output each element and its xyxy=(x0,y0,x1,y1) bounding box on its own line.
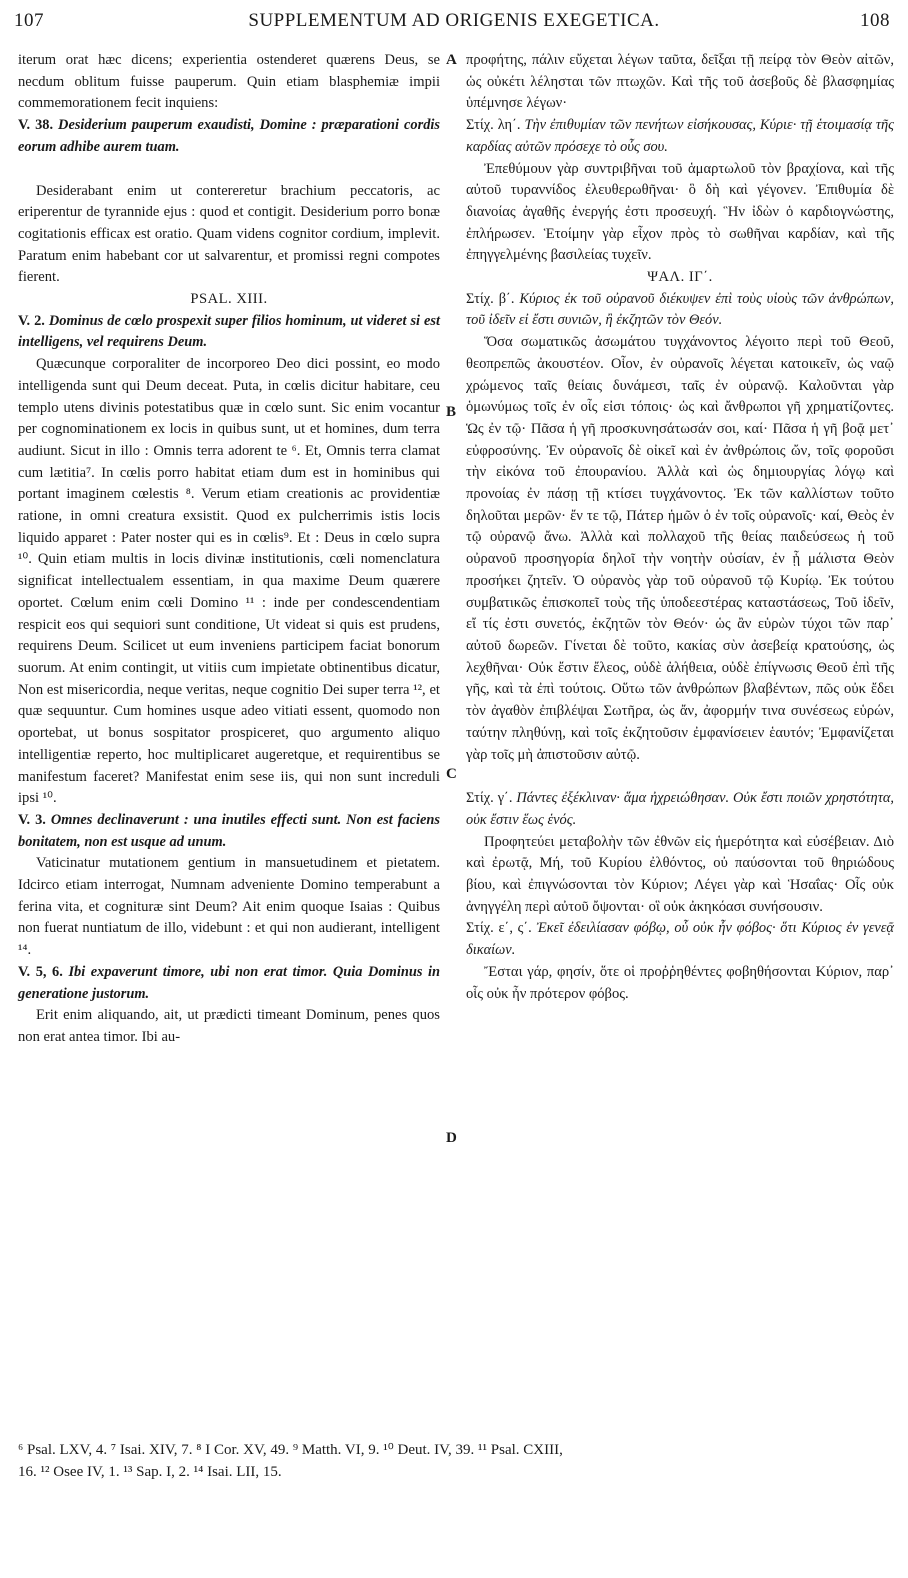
greek-paragraph: Ἐπεθύμουν γὰρ συντριβῆναι τοῦ ἁμαρτωλοῦ τὸν βραχίονα, καὶ τῆς αὐτοῦ τυραννίδος ἐλευθερωθῆναι· ὃ δὴ καὶ γέγονεν. Ἐπιθυμία δὲ διανοίας ἀγαθῆς ἐνεργής ἐστι προσευχή. Ἣν ἰδὼν ὁ καρδιογνώστης, ἐπλήρωσεν. Ἑτοίμην γὰρ εἶχον πρὸς τὸ σωθῆναι καρδίαν, καὶ τῆς ἐπηγγελμένης βασιλείας τυχεῖν. xyxy=(466,160,894,264)
verse-label: V. 2. xyxy=(18,312,45,329)
latin-paragraph: Vaticinatur mutationem gentium in mansuetudinem et pietatem. Idcirco etiam interrogat, Numnam adveniente Domino temperabunt a ferina vita, et cognituræ sint Deum? Ait enim quoque Isaias : Quibus non fuerat nuntiatum de illo, videbunt : et qui non audierant, intelligent ¹⁴. xyxy=(18,855,440,959)
verse-text: Desiderium pauperum exaudisti, Domine : præparationi cordis eorum adhibe aurem tuam. xyxy=(18,117,440,155)
latin-verse-5-6 xyxy=(18,962,440,1005)
verse-text: Τὴν ἐπιθυμίαν τῶν πενήτων εἰσήκουσας, Κύριε· τῇ ἑτοιμασίᾳ τῆς καρδίας αὐτῶν πρόσεχε τὸ οὖς σου. xyxy=(466,117,895,155)
margin-letter-a: A xyxy=(446,52,457,68)
verse-label: Στίχ. λη΄. xyxy=(466,117,521,134)
latin-verse-38 xyxy=(18,115,440,158)
greek-paragraph: Ὅσα σωματικῶς ἀσωμάτου τυγχάνοντος λέγοιτο περὶ τοῦ Θεοῦ, θεοπρεπῶς ἀκουστέον. Οἷον, ἐν οὐρανοῖς λέγεται κατοικεῖν, ὡς ναῷ χρώμενος ταῖς θείαις δυνάμεσι, ταῖς ἐν οὐρανῷ. Καλοῦνται γὰρ ὁμωνύμως τοῖς ἐν οἷς εἰσι τόποις· ὡς καὶ ἄνθρωποι γῆ χρηματίζοντες. Ὡς ἐν τῷ· Πᾶσα ἡ γῆ προσκυνησάτωσάν σοι, καί· Πᾶσα ἡ γῆ βοᾷ μετ᾽ εὐφροσύνης. Ἐν οὐρανοῖς δὲ οἰκεῖ καὶ ἐν ἀνθρώποις ὤν, τοῖς φοροῦσι τὴν εἰκόνα τοῦ ἐπουρανίου. Ἀλλὰ καὶ ὡς δημιουργίας λόγῳ καὶ προνοίας ἐν πάσῃ τῇ κτίσει τυγχάνοντος. Ἐκ τῶν καλλίστων τοῦτο δηλοῦται μερῶν· ἔν τε τῷ, Πάτερ ἡμῶν ὁ ἐν τοῖς οὐρανοῖς· καί, Θεὸς ἐν τῷ οὐρανῷ ἄνω. Ἀλλὰ καὶ πολλαχοῦ τῆς θείας παιδεύσεως ἡ τοῦ οὐρανοῦ προσηγορία δηλοῖ τὴν νοητὴν οὐσίαν, ἐν ᾗ μάλιστα Θεὸν προσήκει ζητεῖν. Ὁ οὐρανὸς γὰρ τοῦ οὐρανοῦ τῷ Κυρίῳ. Ἐκ τούτου συμβατικῶς ἐπισκοπεῖ τοὺς τῆς ὑποδεεστέρας καταστάσεως, Τοῦ ἰδεῖν, εἴ τίς ἐστι συνετός, ἐκζητῶν τὸν Θεόν· ὡς ἂν εὑρὼν τύχοι τῶν παρ᾽ αὐτοῦ δωρεῶν. Γίνεται δὲ τοῦτο, κακίας σὺν ἀσεβείᾳ κρατούσης, ὡς λεχθῆναι· Οὐκ ἔστιν ἔλεος, οὐδὲ ἀλήθεια, οὐδὲ ἐπίγνωσις Θεοῦ ἐπὶ τῆς γῆς, καὶ τὰ ἐπὶ τούτοις. Οὕτω τῶν ἀνθρώπων βλαβέντων, πῶς οὐκ ἔδει τὸν ἀγαθὸν ἐπιβλέψαι Σωτῆρα, ὡς ἄν, ἀφορμήν τινα συνέσεως εὑρών, ταύτην πληθύνῃ, καὶ τοῖς ἐκζητοῦσιν ἐμφανίσειεν ἑαυτόν; Ἐμφανίζεται γὰρ τοῖς μὴ ἀπιστοῦσιν αὐτῷ. xyxy=(466,334,894,763)
latin-paragraph: Erit enim aliquando, ait, ut prædicti timeant Dominum, penes quos non erat antea timor. Ibi au- xyxy=(18,1007,440,1045)
greek-paragraph: προφήτης, πάλιν εὔχεται λέγων ταῦτα, δεῖξαι τῇ πείρᾳ τὸν Θεὸν αἰτῶν, ὡς οὐκέτι λέλησται τῶν πτωχῶν. Καὶ τῆς τοῦ ἀσεβοῦς δὲ βλασφημίας ὑπέμνησε λέγων· xyxy=(466,52,894,112)
page-number-right: 108 xyxy=(860,10,890,31)
verse-label: V. 5, 6. xyxy=(18,963,63,980)
verse-text: Omnes declinaverunt : una inutiles effecti sunt. Non est faciens bonitatem, non est usque ad unum. xyxy=(18,811,441,850)
latin-verse-3 xyxy=(18,810,440,853)
psalm-heading-latin: PSAL. XIII. xyxy=(190,291,268,308)
latin-paragraph: Quæcunque corporaliter de incorporeo Deo dici possint, eo modo intelligenda sunt qui Deum deceat. Puta, in cœlis dicitur habitare, ceu templo utens divinis potestatibus quæ in cœlo sunt. Sic enim vocantur per cognominationem ex locis in quibus sunt, ut et homines, dum terra audiunt. Sicut in illo : Omnis terra adorent te ⁶. Et, Omnis terra clamat cum lætitia⁷. In cœlis porro habitat etiam dum est in hominibus qui portant imaginem cœlestis ⁸. Verum etiam creationis ac providentiæ ratione, in omni creatura exsistit. Quod ex pulcherrimis istis locis liquido apparet : Pater noster qui es in cœlis⁹. Et : Deus in cœlo supra ¹⁰. Quin etiam multis in locis divinæ institutionis, cœli nomenclatura significat intellectualem essentiam, in qua maxime Deum quærere oportet. Cœlum enim cœli Domino ¹¹ : inde per condescendentiam respicit eos qui sequiori sunt conditione, Ut videat si quis est prudens, requirens Deum. Scilicet ut eum inveniens participem faciat bonorum suorum. At enim contingit, ut vitiis cum impietate obtinentibus dicatur, Non est misericordia, neque veritas, neque cognitio Dei super terra ¹², et quæ sequuntur. Cum homines usque adeo vitiati essent, quomodo non oportebat, ut bonus sospitator prospiceret, quo argumento aliquo intelligentiæ reperto, hoc multiplicaret augeretque, et requirentibus se manifestum faceret? Manifestat enim sese iis, qui non sunt increduli ipsi ¹⁰. xyxy=(18,356,440,807)
verse-text: Κύριος ἐκ τοῦ οὐρανοῦ διέκυψεν ἐπὶ τοὺς υἱοὺς τῶν ἀνθρώπων, τοῦ ἰδεῖν εἰ ἔστι συνιῶν, ἢ ἐκζητῶν τὸν Θεόν. xyxy=(466,290,894,329)
verse-label: V. 3. xyxy=(18,811,46,828)
psalm-heading-greek: ΨΑΛ. ΙΓ΄. xyxy=(647,269,713,286)
greek-verse-38 xyxy=(466,115,894,158)
page-header xyxy=(14,10,894,34)
greek-paragraph: Προφητεύει μεταβολὴν τῶν ἐθνῶν εἰς ἡμερότητα καὶ εὐσέβειαν. Διὸ καὶ ἐρωτᾷ, Μή, τοῦ Κυρίου ἐλθόντος, οὐ παύσονται τοῦ θηριώδους βίου, καὶ ἐπιγνώσονται τὸν Κύριον; Λέγει γὰρ καὶ Ἡσαΐας· Οἷς οὐκ ἀνηγγέλη περὶ αὐτοῦ ὄψονται· οἳ οὐκ ἀκηκόασι συνήσουσιν. xyxy=(466,833,894,915)
greek-verse-5-6 xyxy=(466,918,894,961)
greek-column xyxy=(466,50,894,1005)
verse-label: V. 38. xyxy=(18,117,54,134)
greek-verse-2 xyxy=(466,289,894,332)
verse-text: Ἐκεῖ ἐδειλίασαν φόβῳ, οὗ οὐκ ἦν φόβος· ὅτι Κύριος ἐν γενεᾷ δικαίων. xyxy=(466,920,894,959)
latin-verse-2 xyxy=(18,311,440,354)
verse-text: Πάντες ἐξέκλιναν· ἅμα ἠχρειώθησαν. Οὐκ ἔστι ποιῶν χρηστότητα, οὐκ ἔστιν ἕως ἑνός. xyxy=(466,790,894,828)
running-title: SUPPLEMENTUM AD ORIGENIS EXEGETICA. xyxy=(248,10,660,31)
margin-letter-d: D xyxy=(446,1130,457,1146)
footnotes-line-2: 16. ¹² Osee IV, 1. ¹³ Sap. I, 2. ¹⁴ Isai. LII, 15. xyxy=(18,1464,282,1480)
verse-text: Ibi expaverunt timore, ubi non erat timor. Quia Dominus in generatione justorum. xyxy=(18,963,440,1002)
spacer xyxy=(466,766,894,788)
latin-paragraph: Desiderabant enim ut contereretur brachium peccatoris, ac eriperentur de tyrannide ejus : quod et contigit. Desiderium porro bonæ cogitationis efficax est oratio. Quam videns cognitor cordium, implevit. Paratum enim habebant cor ut salvarentur, et promissi regni compotes fierent. xyxy=(18,182,440,286)
footnotes-line-1: ⁶ Psal. LXV, 4. ⁷ Isai. XIV, 7. ⁸ I Cor. XV, 49. ⁹ Matth. VI, 9. ¹⁰ Deut. IV, 39. ¹¹ Psal. CXIII, xyxy=(18,1442,563,1458)
spacer xyxy=(18,159,440,181)
latin-column xyxy=(18,50,440,1049)
margin-letter-b: B xyxy=(446,404,457,420)
verse-text: Dominus de cœlo prospexit super filios hominum, ut videret si est intelligens, vel requirens Deum. xyxy=(18,312,440,351)
verse-label: Στίχ. β΄. xyxy=(466,290,515,307)
verse-label: Στίχ. γ΄. xyxy=(466,790,513,807)
greek-paragraph: Ἔσται γάρ, φησίν, ὅτε οἱ προῤῥηθέντες φοβηθήσονται Κύριον, παρ᾽ οἷς οὐκ ἦν πρότερον φόβος. xyxy=(466,963,894,1002)
margin-letter-c: C xyxy=(446,766,457,782)
page-number-left: 107 xyxy=(14,10,44,31)
greek-verse-3 xyxy=(466,788,894,831)
verse-label: Στίχ. ε΄, ς΄. xyxy=(466,920,532,937)
latin-paragraph: iterum orat hæc dicens; experientia ostenderet quærens Deus, se necdum oblitum fuisse pauperum. Quin etiam blasphemiæ impii commemorationem fecit inquiens: xyxy=(18,52,440,112)
